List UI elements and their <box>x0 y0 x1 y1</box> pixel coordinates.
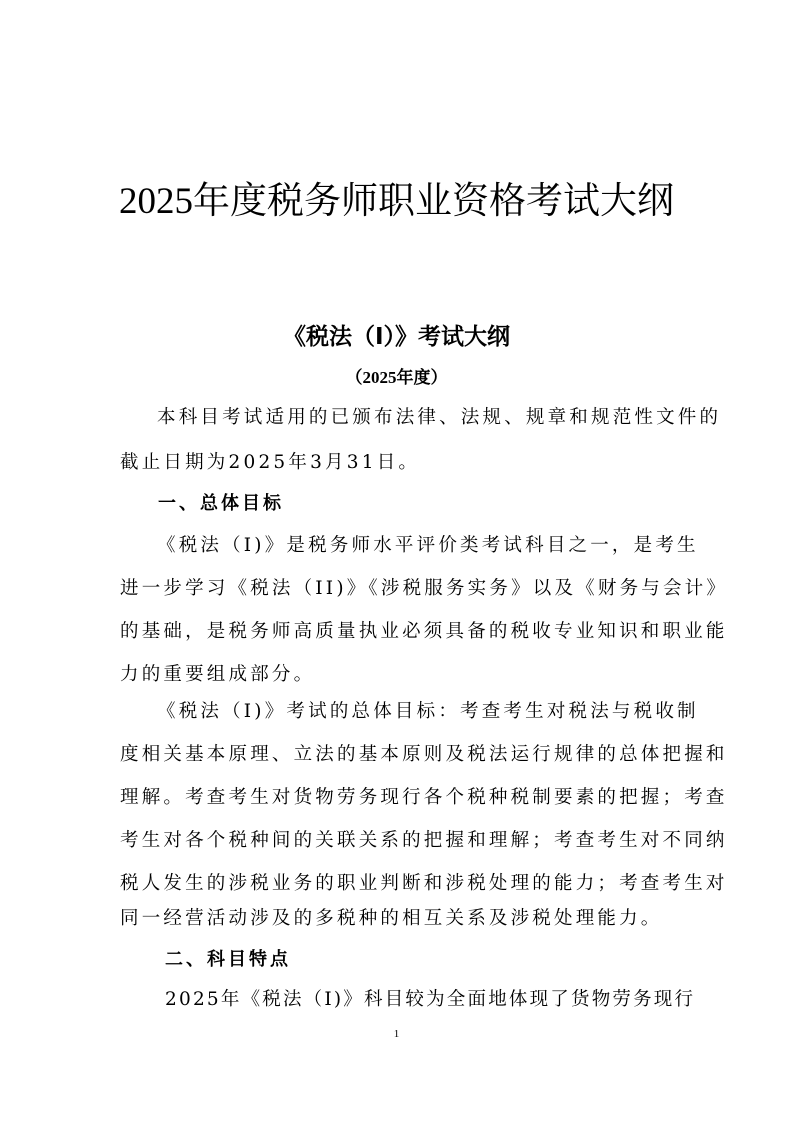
section1-para1-line-3: 的基础，是税务师高质量执业必须具备的税收专业知识和职业能 <box>120 621 728 642</box>
intro-line-2: 截止日期为2025年3月31日。 <box>120 452 421 473</box>
section1-para2-line-4: 考生对各个税种间的关联关系的把握和理解；考查考生对不同纳 <box>120 830 728 851</box>
section1-para1-line-2: 进一步学习《税法（II)》《涉税服务实务》以及《财务与会计》 <box>120 578 729 599</box>
intro-line-1: 本科目考试适用的已颁布法律、法规、规章和规范性文件的 <box>157 407 722 428</box>
section1-para2-line-6: 同一经营活动涉及的多税种的相互关系及涉税处理能力。 <box>120 908 663 929</box>
section2-heading: 二、科目特点 <box>165 949 291 970</box>
section1-para2-line-5: 税人发生的涉税业务的职业判断和涉税处理的能力；考查考生对 <box>120 873 728 894</box>
subject-title: 《税法（Ⅰ）》考试大纲 <box>282 324 511 350</box>
section1-heading: 一、总体目标 <box>158 493 284 514</box>
page-number: 1 <box>393 1028 400 1040</box>
section1-para1-line-1: 《税法（Ⅰ)》是税务师水平评价类考试科目之一，是考生 <box>157 535 699 556</box>
section1-para1-line-4: 力的重要组成部分。 <box>120 664 316 685</box>
subject-year: （2025年度） <box>345 368 448 387</box>
section1-para2-line-3: 理解。考查考生对货物劳务现行各个税种税制要素的把握；考查 <box>120 787 728 808</box>
section1-para2-line-2: 度相关基本原理、立法的基本原则及税法运行规律的总体把握和 <box>120 744 728 765</box>
main-title: 2025年度税务师职业资格考试大纲 <box>119 181 674 222</box>
section1-para2-line-1: 《税法（Ⅰ)》考试的总体目标：考查考生对税法与税收制 <box>157 701 699 722</box>
section2-para1-line-1: 2025年《税法（Ⅰ)》科目较为全面地体现了货物劳务现行 <box>165 989 696 1010</box>
